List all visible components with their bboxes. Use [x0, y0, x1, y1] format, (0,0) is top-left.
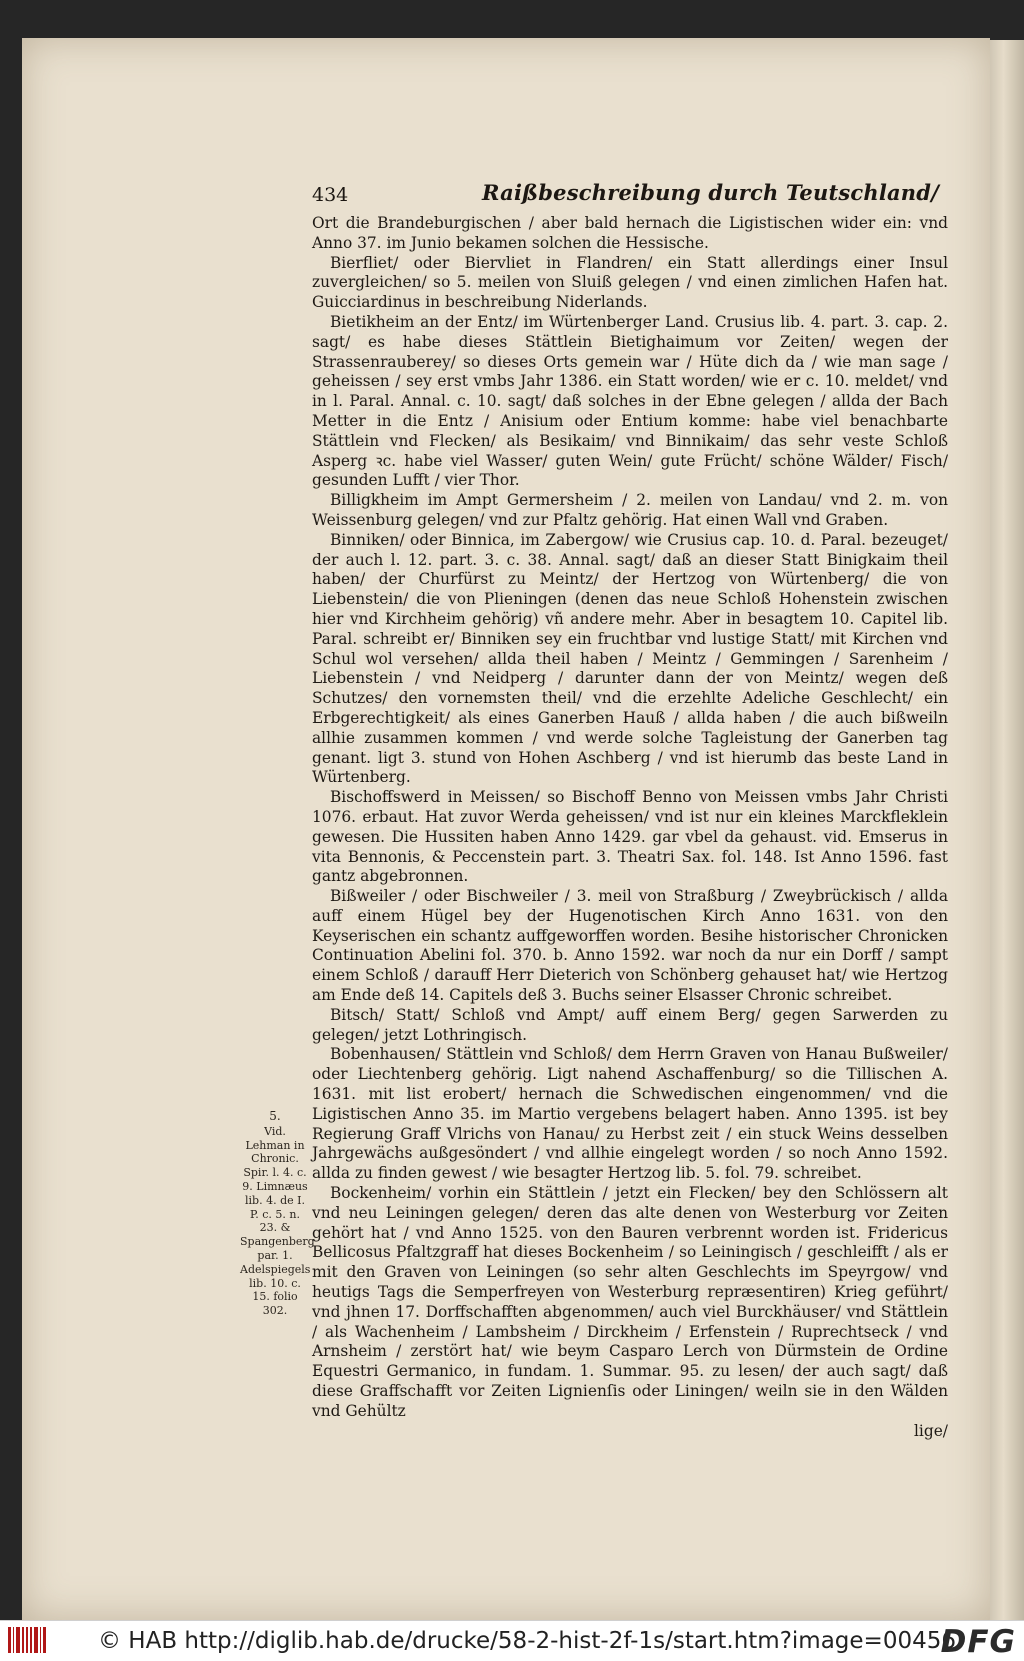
paragraph: Bißweiler / oder Bischweiler / 3. meil von Straßburg / Zweybrückisch / allda auff einem Hügel bey der Hugenotischen Kirch Anno 1631. von den Keyserischen ein schantz auffgeworffen worden. Besihe historischer Chronicken Continuation Abelini fol. 370. b. Anno 1592. war noch da nur ein Dorff / sampt einem Schloß / darauff Herr Dieterich von Schönberg gehauset hat/ wie Hertzog am Ende deß 14. Capitels deß 3. Buchs seiner Elsasser Chronic schreibet. [312, 887, 948, 1005]
paragraph: Bietikheim an der Entz/ im Würtenberger Land. Crusius lib. 4. part. 3. cap. 2. sagt/ es habe dieses Stättlein Bietighaimum vor Zeiten/ wegen der Strassenrauberey/ so dieses Orts gemein war / Hüte dich da / wie man sage / geheissen / sey erst vmbs Jahr 1386. ein Statt worden/ wie er c. 10. meldet/ vnd in l. Paral. Annal. c. 10. sagt/ daß solches in der Ebne gelegen / allda der Bach Metter in die Entz / Anisium oder Entium komme: habe viel benachbarte Stättlein vnd Flecken/ als Besikaim/ vnd Binnikaim/ das sehr veste Schloß Asperg ꝛc. habe viel Wasser/ guten Wein/ gute Frücht/ schöne Wälder/ Fisch/ gesunden Lufft / vier Thor. [312, 312, 948, 490]
page-header [312, 180, 952, 214]
paragraph: Binniken/ oder Binnica, im Zabergow/ wie Crusius cap. 10. d. Paral. bezeuget/ der auch l. 12. part. 3. c. 38. Annal. sagt/ daß an dieser Statt Binigkaim theil haben/ der Churfürst zu Meintz/ der Hertzog von Würtenberg/ die von Liebenstein/ die von Plieningen (denen das neue Schloß Hohenstein zwischen hier vnd Kirchheim gehörig) vñ andere mehr. Aber in besagtem 10. Capitel lib. Paral. schreibt er/ Binniken sey ein fruchtbar vnd lustige Statt/ mit Kirchen vnd Schul wol versehen/ allda theil haben / Meintz / Gemmingen / Sarenheim / Liebenstein / vnd Neidperg / darunter dann der von Meintz/ wegen deß Schutzes/ den vornemsten theil/ vnd die erzehlte Adeliche Geschlecht/ ein Erbgerechtigkeit/ als eines Ganerben Hauß / allda haben / die auch bißweiln allhie zusammen kommen / vnd werde solche Tagleistung der Ganerben tag genant. ligt 3. stund von Hohen Aschberg / vnd ist hierumb das beste Land in Würtenberg. [312, 530, 948, 787]
paragraph: Bobenhausen/ Stättlein vnd Schloß/ dem Herrn Graven von Hanau Bußweiler/ oder Liechtenberg gehörig. Ligt nahend Aschaffenburg/ so die Tillischen A. 1631. mit list erobert/ hernach die Schwedischen eingenommen/ vnd die Ligistischen Anno 35. im Martio vergebens belagert haben. Anno 1395. ist bey Regierung Graff Vlrichs von Hanau/ zu Herbst zeit / ein stuck Weins desselben Jahrgewächs außgesöndert / vnd allhie eingelegt worden / so noch Anno 1592. allda zu finden gewest / wie besagter Hertzog lib. 5. fol. 79. schreibet. [312, 1045, 948, 1183]
page-number: 434 [312, 184, 349, 206]
paragraph: Bitsch/ Statt/ Schloß vnd Ampt/ auff einem Berg/ gegen Sarwerden zu gelegen/ jetzt Lothringisch. [312, 1005, 948, 1044]
margin-note-text: Vid. Lehman in Chronic. Spir. l. 4. c. 9. Limnæus lib. 4. de I. P. c. 5. n. 23. & Spangenberg par. 1. Adelspiegels lib. 10. c. 15. folio 302. [240, 1124, 315, 1318]
paragraph: Bischoffswerd in Meissen/ so Bischoff Benno von Meissen vmbs Jahr Christi 1076. erbaut. Hat zuvor Werda geheissen/ vnd ist nur ein kleines Marckfleklein gewesen. Die Hussiten haben Anno 1429. gar vbel da gehaust. vid. Emserus in vita Bennonis, & Peccenstein part. 3. Theatri Sax. fol. 148. Ist Anno 1596. fast gantz abgebronnen. [312, 788, 948, 886]
paragraph: Billigkheim im Ampt Germersheim / 2. meilen von Landau/ vnd 2. m. von Weissenburg gelegen/ vnd zur Pfaltz gehörig. Hat einen Wall vnd Graben. [312, 491, 948, 529]
facing-page-edge [990, 40, 1024, 1620]
footer-bar [0, 1620, 1024, 1661]
margin-note-number: 5. [269, 1109, 281, 1123]
paragraph: Bockenheim/ vorhin ein Stättlein / jetzt ein Flecken/ bey den Schlössern alt vnd neu Leiningen gelegen/ deren das alte denen von Westerburg vor Zeiten gehört hat / vnd Anno 1525. von den Bauren verbrennt worden ist. Fridericus Bellicosus Pfaltzgraff hat dieses Bockenheim / so Leiningisch / geschleifft / als er mit den Graven von Leiningen (so sehr alten Geschlechts im Speyrgow/ vnd heutigs Tags die Semperfreyen von Westerburg repræsentiren) Krieg geführt/ vnd jhnen 17. Dorffschafften abgenommen/ auch viel Burckhäuser/ vnd Stättlein / als Wachenheim / Lambsheim / Dirckheim / Erfenstein / Ruprechtseck / vnd Arnsheim / zerstört hat/ wie beym Casparo Lerch von Dürmstein de Ordine Equestri Germanico, in fundam. 1. Summar. 95. zu lesen/ der auch sagt/ daß diese Graffschafft vor Zeiten Lignienſis oder Liningen/ weiln sie in den Wälden vnd Gehültz [312, 1184, 948, 1420]
source-url-link[interactable]: © HAB http://diglib.hab.de/drucke/58-2-hist-2f-1s/start.htm?image=00456 [98, 1628, 956, 1654]
dfg-logo: DFG [940, 1624, 1016, 1660]
margin-note [240, 1109, 315, 1318]
barcode-icon [8, 1627, 46, 1653]
paragraph: Bierfliet/ oder Biervliet in Flandren/ ein Statt allerdings einer Insul zuvergleichen/ so 5. meilen von Sluiß gelegen / vnd einen zimlichen Hafen hat. Guicciardinus in beschreibung Niderlands. [312, 253, 948, 312]
catchword: lige/ [914, 1421, 948, 1440]
running-title: Raißbeschreibung durch Teutschland/ [482, 180, 940, 205]
main-text [312, 214, 948, 1441]
paragraph: Ort die Brandeburgischen / aber bald hernach die Ligistischen wider ein: vnd Anno 37. im Junio bekamen solchen die Hessische. [312, 214, 948, 252]
